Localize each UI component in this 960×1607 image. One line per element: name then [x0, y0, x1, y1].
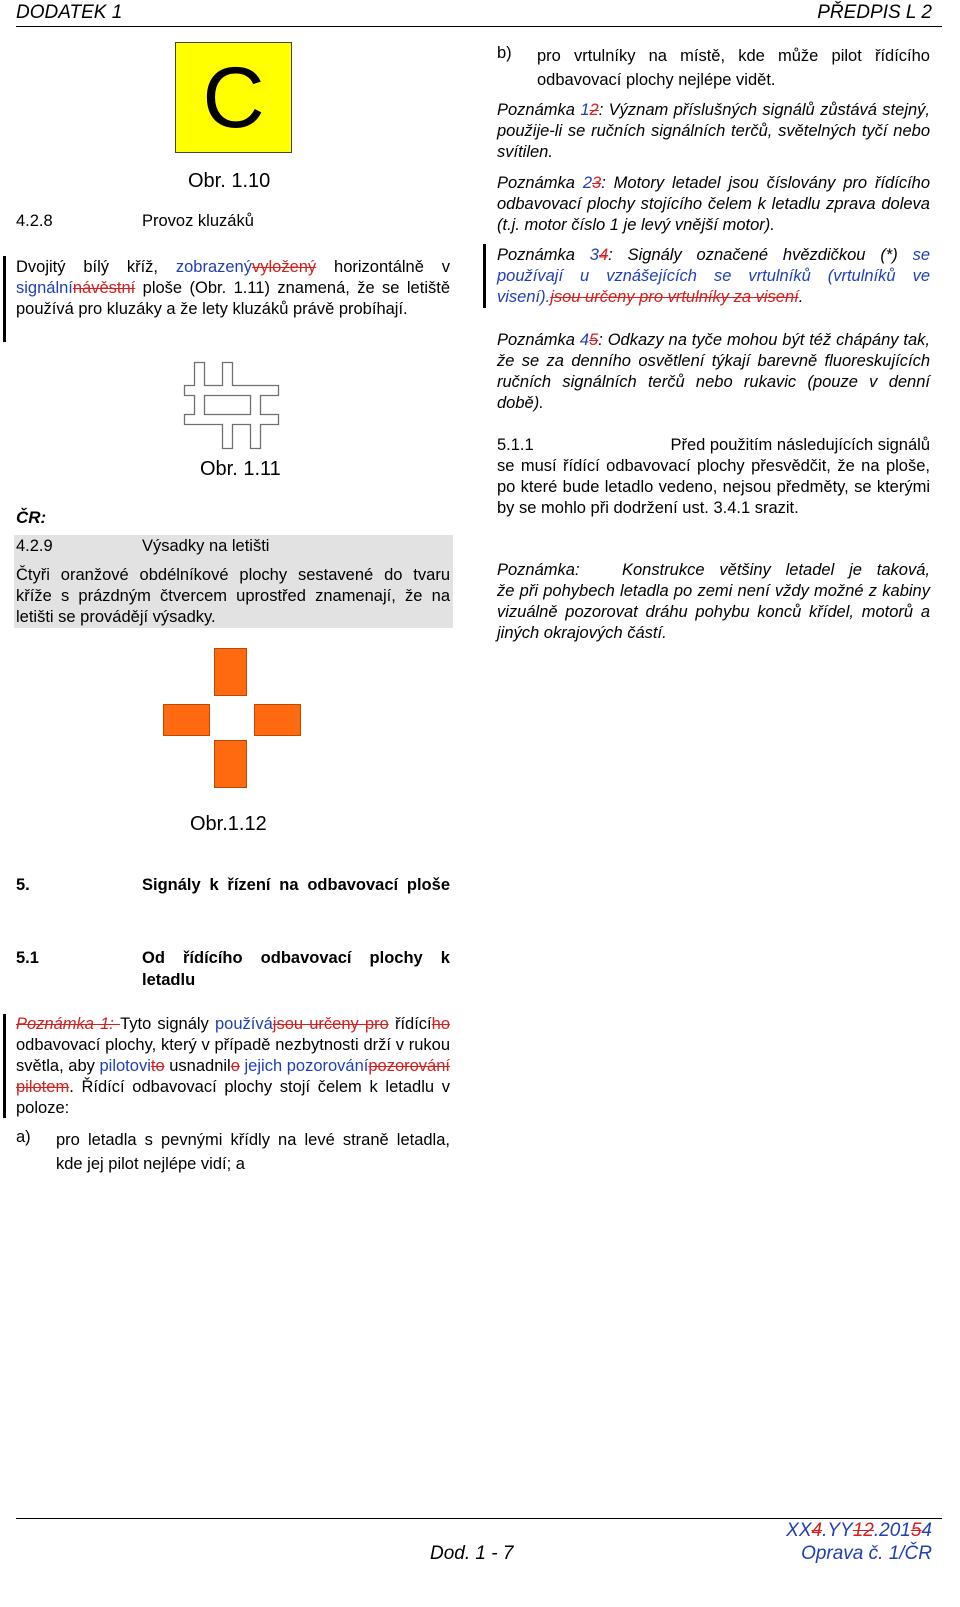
change-bar — [483, 244, 486, 308]
note-5: Poznámka 45: Odkazy na tyče mohou být též chápány tak, že se za denního osvětlení týkají barevně fluoreskujících ručních signálních terčů nebo rukavic (pouze v denní době). — [497, 331, 930, 412]
note-2: Poznámka 12: Význam příslušných signálů zůstává stejný, použije-li se ručních signálních terčů, světelných tyčí nebo svítilen. — [497, 101, 930, 161]
list-item-b: pro vrtulníky na místě, kde může pilot řídícího odbavovací plochy nejlépe vidět. — [537, 47, 930, 89]
note-4: Poznámka 34: Signály označené hvězdičkou (*) se používají u vznášejících se vrtulníků (vrtulníků ve visení).jsou určeny pro vrtulníky za visení. — [497, 246, 930, 306]
cr-label: ČR: — [16, 508, 47, 527]
figure-caption-1-12: Obr.1.12 — [190, 813, 267, 835]
section-title-4-2-8: Provoz kluzáků — [142, 212, 254, 230]
paragraph-4-2-8: Dvojitý bílý kříž, zobrazenývyložený horizontálně v signálnínávěstní ploše (Obr. 1.11) znamená, že se letiště používá pro kluzáky a že lety kluzáků právě probíhají. — [16, 258, 450, 318]
double-cross-glider-signal — [180, 358, 286, 454]
footer-page-number: Dod. 1 - 7 — [430, 1543, 514, 1564]
header-left: DODATEK 1 — [16, 2, 123, 23]
figure-caption-1-10: Obr. 1.10 — [188, 170, 271, 192]
sign-c-yellow — [175, 42, 292, 153]
list-label-b: b) — [497, 44, 512, 62]
section-title-4-2-9: Výsadky na letišti — [142, 537, 270, 555]
section-heading-5: 5. Signály k řízení na odbavovací ploše — [16, 876, 450, 894]
note-6: Poznámka: Konstrukce většiny letadel je taková, že při pohybech letadla po zemi není vždy možné z kabiny vizuálně pozorovat dráhu pohybu konců křídel, motorů a jiných okrajových částí. — [497, 561, 930, 642]
section-number-4-2-8: 4.2.8 — [16, 212, 53, 230]
list-label-a: a) — [16, 1128, 31, 1146]
section-heading-5-1: 5.1 Od řídícího odbavovací plochy k letadlu — [16, 949, 450, 989]
footer-date: XX4.YY12.20154 — [786, 1520, 932, 1541]
paragraph-4-2-9: Čtyři oranžové obdélníkové plochy sestavené do tvaru kříže s prázdným čtvercem uprostřed znamenají, že na letišti se provádějí výsadky. — [16, 566, 450, 626]
note-1: Poznámka 1: Tyto signály používájsou určeny pro řídícího odbavovací plochy, který v případě nezbytnosti drží v rukou světla, aby pilotovito usnadnilo jejich pozorovánípozorování pilotem. Řídící odbavovací plochy stojí čelem k letadlu v poloze: — [16, 1015, 450, 1117]
sign-c-letter: C — [202, 49, 265, 146]
figure-caption-1-11: Obr. 1.11 — [200, 458, 281, 480]
change-bar — [3, 256, 6, 342]
header-right: PŘEDPIS L 2 — [817, 2, 932, 23]
paragraph-5-1-1: 5.1.1 Před použitím následujících signálů se musí řídící odbavovací plochy přesvědčit, že na ploše, po které bude letadlo vedeno, nejsou předměty, se kterými by se mohlo při dodržení ust. 3.4.1 srazit. — [497, 436, 930, 517]
note-3: Poznámka 23: Motory letadel jsou číslovány pro řídícího odbavovací plochy stojícího čelem k letadlu zprava doleva (t.j. motor číslo 1 je levý vnější motor). — [497, 174, 931, 234]
orange-panel-bottom — [214, 740, 247, 788]
footer-amendment: Oprava č. 1/ČR — [801, 1543, 932, 1564]
header-rule — [16, 26, 942, 27]
change-bar — [3, 1014, 6, 1118]
section-number-4-2-9: 4.2.9 — [16, 537, 53, 555]
orange-panel-top — [214, 648, 247, 696]
orange-panel-left — [163, 704, 210, 736]
footer-rule — [16, 1518, 942, 1519]
orange-panel-right — [254, 704, 301, 736]
list-item-a: pro letadla s pevnými křídly na levé straně letadla, kde jej pilot nejlépe vidí; a — [56, 1131, 450, 1173]
